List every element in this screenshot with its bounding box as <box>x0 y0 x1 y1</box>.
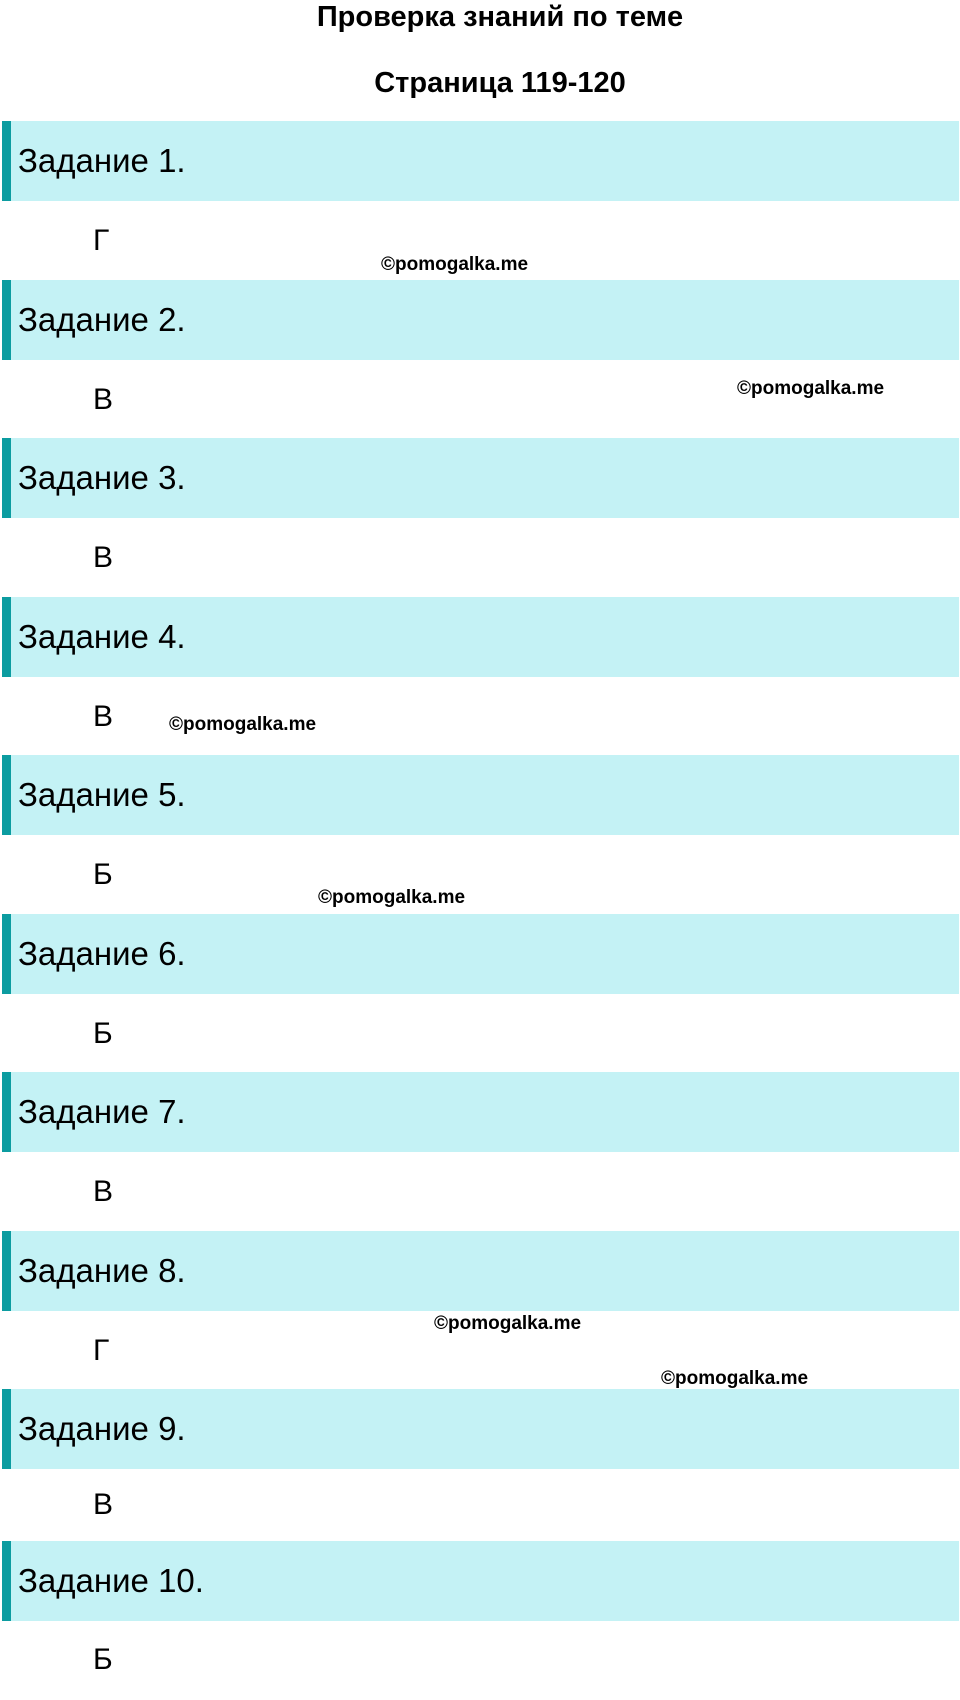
watermark: ©pomogalka.me <box>318 887 466 908</box>
task-header-10 <box>2 1541 959 1621</box>
task-header-4 <box>2 597 959 677</box>
watermark: ©pomogalka.me <box>434 1313 582 1334</box>
task-header-6 <box>2 914 959 994</box>
task-label: Задание 2. <box>18 301 186 338</box>
task-answer-6: Б <box>93 1017 113 1050</box>
task-label: Задание 4. <box>18 618 186 655</box>
task-answer-9: В <box>93 1488 114 1521</box>
watermark: ©pomogalka.me <box>661 1368 809 1389</box>
task-label: Задание 5. <box>18 776 186 813</box>
watermark: ©pomogalka.me <box>737 378 885 399</box>
task-header-7 <box>2 1072 959 1152</box>
task-header-8 <box>2 1231 959 1311</box>
task-answer-4: В <box>93 700 114 733</box>
task-header-3 <box>2 438 959 518</box>
task-answer-5: Б <box>93 858 113 891</box>
task-label: Задание 7. <box>18 1093 186 1130</box>
task-label: Задание 9. <box>18 1410 186 1447</box>
task-label: Задание 6. <box>18 935 186 972</box>
task-answer-3: В <box>93 541 114 574</box>
task-label: Задание 8. <box>18 1252 186 1289</box>
page-title: Проверка знаний по теме <box>316 1 684 33</box>
task-label: Задание 1. <box>18 142 186 179</box>
task-header-5 <box>2 755 959 835</box>
task-label: Задание 10. <box>18 1562 204 1599</box>
watermark: ©pomogalka.me <box>169 714 317 735</box>
watermark: ©pomogalka.me <box>381 254 529 275</box>
page-subtitle: Страница 119-120 <box>374 67 626 99</box>
task-answer-1: Г <box>93 224 110 257</box>
task-header-9 <box>2 1389 959 1469</box>
task-header-2 <box>2 280 959 360</box>
task-label: Задание 3. <box>18 459 186 496</box>
task-header-1 <box>2 121 959 201</box>
task-answer-8: Г <box>93 1334 110 1367</box>
task-answer-2: В <box>93 383 114 416</box>
task-answer-7: В <box>93 1175 114 1208</box>
task-answer-10: Б <box>93 1643 113 1676</box>
